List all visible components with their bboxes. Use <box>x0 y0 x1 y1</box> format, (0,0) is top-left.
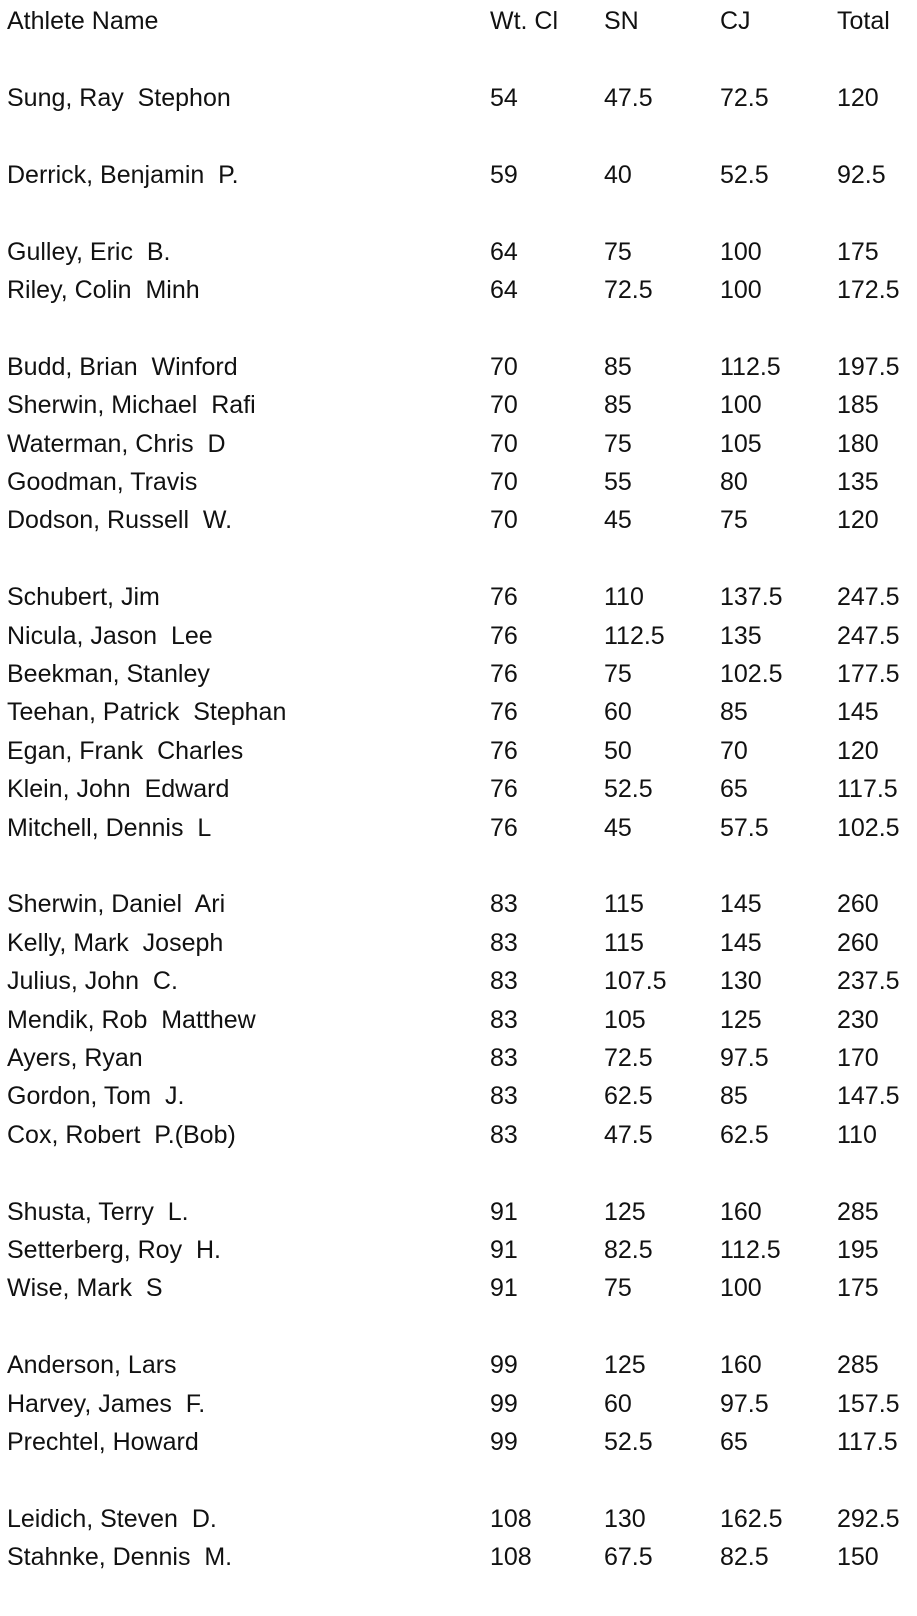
cell-snatch: 52.5 <box>604 1428 653 1456</box>
cell-weight-class: 70 <box>490 352 518 381</box>
cell-total: 170 <box>837 1044 879 1072</box>
cell-total: 172.5 <box>837 276 900 304</box>
header-weight-class: Wt. Cl <box>490 7 559 35</box>
table-row <box>0 156 917 195</box>
cell-weight-class: 83 <box>490 1082 518 1111</box>
cell-athlete-name: Leidich, Steven D. <box>7 1504 217 1533</box>
cell-snatch: 85 <box>604 352 632 381</box>
table-row <box>0 79 917 118</box>
cell-athlete-name: Schubert, Jim <box>7 583 160 612</box>
cell-snatch: 75 <box>604 1274 632 1303</box>
cell-total: 92.5 <box>837 160 886 189</box>
header-total: Total <box>837 7 890 35</box>
cell-clean-jerk: 160 <box>720 1351 762 1380</box>
cell-weight-class: 91 <box>490 1236 518 1264</box>
cell-weight-class: 83 <box>490 1120 518 1149</box>
cell-clean-jerk: 100 <box>720 391 762 420</box>
cell-clean-jerk: 135 <box>720 621 762 650</box>
cell-total: 185 <box>837 391 879 420</box>
cell-clean-jerk: 102.5 <box>720 660 783 688</box>
cell-athlete-name: Goodman, Travis <box>7 468 198 496</box>
cell-clean-jerk: 100 <box>720 1274 762 1303</box>
cell-snatch: 105 <box>604 1005 646 1034</box>
cell-athlete-name: Wise, Mark S <box>7 1274 163 1303</box>
cell-clean-jerk: 70 <box>720 736 748 765</box>
cell-athlete-name: Setterberg, Roy H. <box>7 1236 221 1264</box>
cell-total: 135 <box>837 468 879 496</box>
cell-clean-jerk: 145 <box>720 890 762 919</box>
cell-snatch: 47.5 <box>604 84 653 112</box>
cell-clean-jerk: 97.5 <box>720 1389 769 1418</box>
cell-weight-class: 59 <box>490 160 518 189</box>
header-clean-jerk: CJ <box>720 7 751 35</box>
cell-athlete-name: Stahnke, Dennis M. <box>7 1543 233 1572</box>
cell-clean-jerk: 112.5 <box>720 352 781 381</box>
table-row <box>0 962 917 1001</box>
table-row <box>0 1269 917 1308</box>
cell-snatch: 85 <box>604 391 632 420</box>
cell-total: 120 <box>837 84 879 112</box>
cell-athlete-name: Beekman, Stanley <box>7 660 210 688</box>
table-row <box>0 770 917 809</box>
table-row <box>0 1193 917 1232</box>
cell-weight-class: 83 <box>490 928 518 957</box>
cell-snatch: 50 <box>604 736 632 765</box>
cell-clean-jerk: 105 <box>720 429 762 458</box>
cell-total: 120 <box>837 736 879 765</box>
cell-snatch: 45 <box>604 813 632 842</box>
cell-athlete-name: Ayers, Ryan <box>7 1044 143 1072</box>
cell-snatch: 112.5 <box>604 621 665 650</box>
cell-athlete-name: Cox, Robert P.(Bob) <box>7 1120 236 1149</box>
cell-snatch: 40 <box>604 160 632 189</box>
cell-athlete-name: Sherwin, Michael Rafi <box>7 391 256 420</box>
cell-total: 145 <box>837 698 879 727</box>
cell-clean-jerk: 137.5 <box>720 583 783 612</box>
table-row <box>0 1077 917 1116</box>
cell-weight-class: 99 <box>490 1351 518 1380</box>
cell-snatch: 82.5 <box>604 1236 653 1264</box>
cell-athlete-name: Teehan, Patrick Stephan <box>7 698 287 727</box>
table-row <box>0 732 917 771</box>
cell-clean-jerk: 160 <box>720 1197 762 1226</box>
cell-snatch: 115 <box>604 890 644 919</box>
cell-clean-jerk: 75 <box>720 506 748 535</box>
cell-athlete-name: Sung, Ray Stephon <box>7 84 231 112</box>
cell-weight-class: 76 <box>490 775 518 804</box>
cell-weight-class: 91 <box>490 1274 518 1303</box>
cell-weight-class: 83 <box>490 1005 518 1034</box>
cell-clean-jerk: 57.5 <box>720 813 769 842</box>
cell-athlete-name: Mendik, Rob Matthew <box>7 1005 256 1034</box>
cell-snatch: 75 <box>604 660 632 688</box>
table-row <box>0 1039 917 1078</box>
cell-total: 260 <box>837 928 879 957</box>
cell-weight-class: 70 <box>490 506 518 535</box>
cell-snatch: 107.5 <box>604 967 667 996</box>
cell-clean-jerk: 100 <box>720 237 762 266</box>
cell-athlete-name: Klein, John Edward <box>7 775 230 804</box>
cell-snatch: 125 <box>604 1351 646 1380</box>
cell-clean-jerk: 62.5 <box>720 1120 769 1149</box>
cell-total: 110 <box>837 1120 877 1149</box>
cell-athlete-name: Harvey, James F. <box>7 1389 206 1418</box>
cell-snatch: 47.5 <box>604 1120 653 1149</box>
cell-weight-class: 83 <box>490 967 518 996</box>
cell-total: 147.5 <box>837 1082 900 1111</box>
cell-clean-jerk: 80 <box>720 468 748 496</box>
cell-snatch: 52.5 <box>604 775 653 804</box>
cell-snatch: 60 <box>604 1389 632 1418</box>
cell-total: 117.5 <box>837 775 898 804</box>
cell-snatch: 62.5 <box>604 1082 653 1111</box>
table-row <box>0 885 917 924</box>
header-athlete-name: Athlete Name <box>7 7 159 35</box>
cell-total: 180 <box>837 429 879 458</box>
cell-athlete-name: Sherwin, Daniel Ari <box>7 890 226 919</box>
cell-snatch: 67.5 <box>604 1543 653 1572</box>
cell-athlete-name: Shusta, Terry L. <box>7 1197 189 1226</box>
table-row <box>0 924 917 963</box>
cell-total: 102.5 <box>837 813 900 842</box>
cell-total: 197.5 <box>837 352 900 381</box>
cell-athlete-name: Gordon, Tom J. <box>7 1082 185 1111</box>
cell-total: 285 <box>837 1197 879 1226</box>
cell-clean-jerk: 52.5 <box>720 160 769 189</box>
cell-total: 175 <box>837 1274 879 1303</box>
cell-total: 237.5 <box>837 967 900 996</box>
table-row <box>0 1500 917 1539</box>
table-row <box>0 233 917 272</box>
cell-total: 117.5 <box>837 1428 898 1456</box>
table-row <box>0 386 917 425</box>
cell-snatch: 72.5 <box>604 276 653 304</box>
cell-athlete-name: Waterman, Chris D <box>7 429 226 458</box>
cell-total: 120 <box>837 506 879 535</box>
cell-weight-class: 70 <box>490 429 518 458</box>
cell-clean-jerk: 112.5 <box>720 1236 781 1264</box>
cell-weight-class: 76 <box>490 621 518 650</box>
cell-weight-class: 108 <box>490 1543 532 1572</box>
table-row <box>0 1538 917 1577</box>
cell-clean-jerk: 65 <box>720 1428 748 1456</box>
cell-total: 175 <box>837 237 879 266</box>
cell-clean-jerk: 130 <box>720 967 762 996</box>
cell-total: 195 <box>837 1236 879 1264</box>
cell-snatch: 75 <box>604 237 632 266</box>
table-row <box>0 348 917 387</box>
table-row <box>0 1423 917 1462</box>
cell-clean-jerk: 145 <box>720 928 762 957</box>
table-row <box>0 1001 917 1040</box>
cell-clean-jerk: 85 <box>720 1082 748 1111</box>
table-row <box>0 1385 917 1424</box>
cell-total: 285 <box>837 1351 879 1380</box>
cell-weight-class: 76 <box>490 736 518 765</box>
cell-weight-class: 108 <box>490 1504 532 1533</box>
table-row <box>0 617 917 656</box>
cell-athlete-name: Julius, John C. <box>7 967 178 996</box>
cell-total: 150 <box>837 1543 879 1572</box>
cell-snatch: 110 <box>604 583 644 612</box>
cell-total: 260 <box>837 890 879 919</box>
cell-athlete-name: Derrick, Benjamin P. <box>7 160 239 189</box>
cell-weight-class: 76 <box>490 583 518 612</box>
cell-clean-jerk: 97.5 <box>720 1044 769 1072</box>
table-row <box>0 693 917 732</box>
cell-clean-jerk: 72.5 <box>720 84 769 112</box>
cell-clean-jerk: 100 <box>720 276 762 304</box>
cell-weight-class: 54 <box>490 84 518 112</box>
cell-clean-jerk: 82.5 <box>720 1543 769 1572</box>
cell-total: 230 <box>837 1005 879 1034</box>
table-row <box>0 271 917 310</box>
cell-snatch: 72.5 <box>604 1044 653 1072</box>
cell-athlete-name: Kelly, Mark Joseph <box>7 928 224 957</box>
cell-snatch: 115 <box>604 928 644 957</box>
table-row <box>0 425 917 464</box>
cell-athlete-name: Egan, Frank Charles <box>7 736 244 765</box>
cell-athlete-name: Mitchell, Dennis L <box>7 813 212 842</box>
table-row <box>0 501 917 540</box>
cell-weight-class: 76 <box>490 698 518 727</box>
cell-snatch: 75 <box>604 429 632 458</box>
cell-snatch: 45 <box>604 506 632 535</box>
table-row <box>0 578 917 617</box>
table-row <box>0 1346 917 1385</box>
cell-weight-class: 76 <box>490 660 518 688</box>
cell-weight-class: 64 <box>490 276 518 304</box>
table-row <box>0 463 917 502</box>
cell-athlete-name: Dodson, Russell W. <box>7 506 233 535</box>
cell-athlete-name: Budd, Brian Winford <box>7 352 238 381</box>
cell-clean-jerk: 162.5 <box>720 1504 783 1533</box>
cell-weight-class: 91 <box>490 1197 518 1226</box>
table-row <box>0 1116 917 1155</box>
cell-weight-class: 64 <box>490 237 518 266</box>
cell-weight-class: 99 <box>490 1389 518 1418</box>
header-row <box>0 2 917 41</box>
cell-weight-class: 83 <box>490 1044 518 1072</box>
cell-total: 157.5 <box>837 1389 900 1418</box>
cell-snatch: 130 <box>604 1504 646 1533</box>
cell-clean-jerk: 125 <box>720 1005 762 1034</box>
cell-snatch: 55 <box>604 468 632 496</box>
table-row <box>0 655 917 694</box>
header-snatch: SN <box>604 7 639 35</box>
cell-athlete-name: Gulley, Eric B. <box>7 237 171 266</box>
cell-weight-class: 76 <box>490 813 518 842</box>
cell-athlete-name: Riley, Colin Minh <box>7 276 200 304</box>
cell-athlete-name: Nicula, Jason Lee <box>7 621 213 650</box>
cell-weight-class: 99 <box>490 1428 518 1456</box>
cell-snatch: 60 <box>604 698 632 727</box>
cell-total: 247.5 <box>837 583 900 612</box>
cell-clean-jerk: 85 <box>720 698 748 727</box>
cell-snatch: 125 <box>604 1197 646 1226</box>
cell-weight-class: 83 <box>490 890 518 919</box>
cell-weight-class: 70 <box>490 391 518 420</box>
table-row <box>0 809 917 848</box>
cell-clean-jerk: 65 <box>720 775 748 804</box>
cell-athlete-name: Prechtel, Howard <box>7 1428 199 1456</box>
cell-weight-class: 70 <box>490 468 518 496</box>
table-row <box>0 1231 917 1270</box>
cell-total: 177.5 <box>837 660 900 688</box>
cell-total: 247.5 <box>837 621 900 650</box>
cell-total: 292.5 <box>837 1504 900 1533</box>
cell-athlete-name: Anderson, Lars <box>7 1351 177 1380</box>
